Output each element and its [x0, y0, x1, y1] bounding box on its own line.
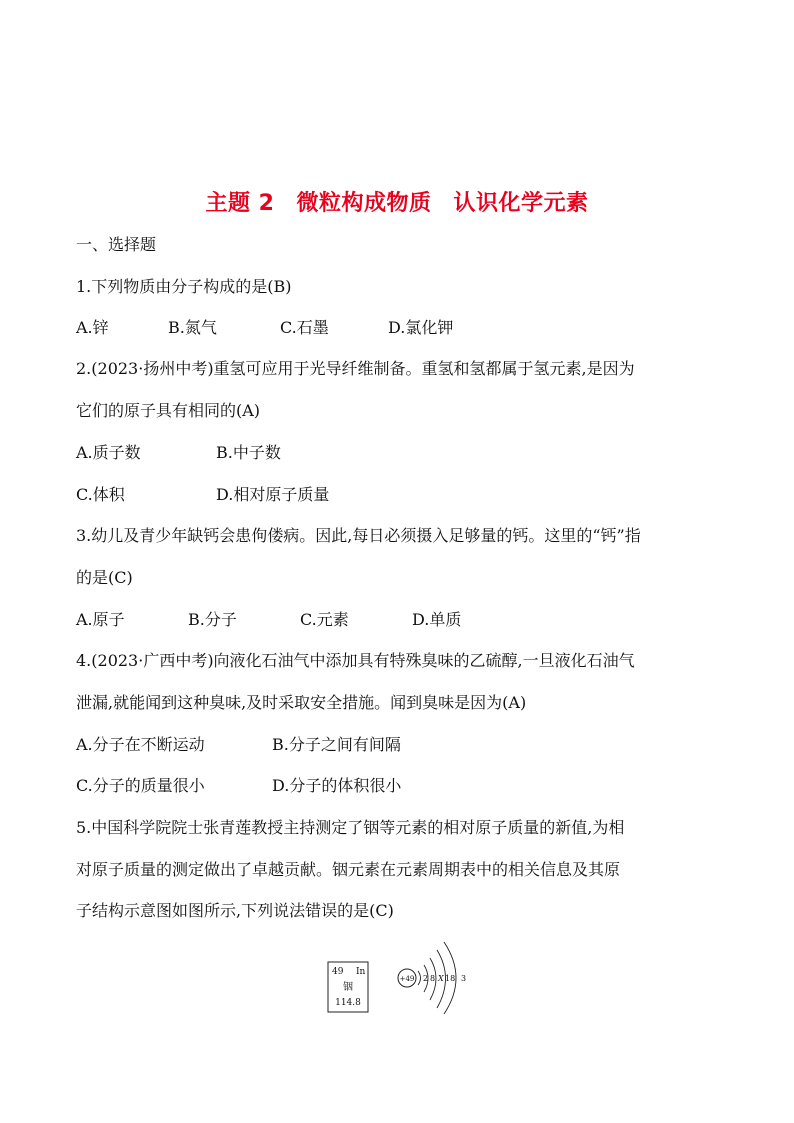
q3-option-a: A.原子	[76, 610, 125, 629]
q2-option-d: D.相对原子质量	[216, 485, 330, 504]
question-5-stem-line-3: 子结构示意图如图所示,下列说法错误的是(C)	[76, 901, 394, 920]
question-3-stem-line-2: 的是(C)	[76, 568, 133, 587]
q4-option-a: A.分子在不断运动	[76, 735, 205, 754]
indium-figure	[326, 934, 476, 1014]
title-topic: 主题 2	[205, 191, 275, 216]
question-2-stem-line-1: 2.(2023·扬州中考)重氢可应用于光导纤维制备。重氢和氢都属于氢元素,是因为	[76, 359, 635, 378]
q2-option-c: C.体积	[76, 485, 125, 504]
shell-electron-count: 2	[423, 974, 429, 983]
element-name: 铟	[343, 982, 353, 993]
question-2-stem-line-2: 它们的原子具有相同的(A)	[76, 401, 261, 420]
element-relative-mass: 114.8	[335, 998, 361, 1008]
q4-option-c: C.分子的质量很小	[76, 776, 205, 795]
nucleus-charge: +49	[399, 975, 415, 983]
question-3-stem-line-1: 3.幼儿及青少年缺钙会患佝偻病。因此,每日必须摄入足够量的钙。这里的“钙”指	[76, 526, 641, 545]
q2-option-b: B.中子数	[216, 443, 281, 462]
title-subject-2: 认识化学元素	[453, 191, 589, 216]
q2-option-a: A.质子数	[76, 443, 141, 462]
question-4-stem-line-2: 泄漏,就能闻到这种臭味,及时采取安全措施。闻到臭味是因为(A)	[76, 693, 527, 712]
q3-option-c: C.元素	[300, 610, 349, 629]
shell-electron-count: 18	[445, 974, 456, 983]
page-title	[0, 186, 794, 217]
q3-option-d: D.单质	[412, 610, 462, 629]
question-5-stem-line-2: 对原子质量的测定做出了卓越贡献。铟元素在元素周期表中的相关信息及其原	[76, 860, 621, 879]
shell-electron-count: 3	[461, 974, 467, 983]
question-5-stem-line-1: 5.中国科学院院士张青莲教授主持测定了铟等元素的相对原子质量的新值,为相	[76, 818, 625, 837]
element-atomic-number: 49	[332, 967, 344, 977]
element-symbol: In	[356, 967, 366, 977]
q1-option-b: B.氮气	[168, 318, 217, 337]
shell-electron-count: 8	[430, 974, 436, 983]
q4-option-b: B.分子之间有间隔	[272, 735, 401, 754]
question-4-stem-line-1: 4.(2023·广西中考)向液化石油气中添加具有特殊臭味的乙硫醇,一旦液化石油气	[76, 651, 635, 670]
question-1-stem: 1.下列物质由分子构成的是(B)	[76, 277, 292, 296]
q1-option-a: A.锌	[76, 318, 109, 337]
shell-electron-count: X	[438, 974, 444, 983]
section-heading: 一、选择题	[76, 235, 157, 254]
q1-option-d: D.氯化钾	[388, 318, 454, 337]
q4-option-d: D.分子的体积很小	[272, 776, 402, 795]
q3-option-b: B.分子	[188, 610, 237, 629]
electron-shell-arc	[418, 971, 421, 985]
q1-option-c: C.石墨	[280, 318, 329, 337]
title-subject-1: 微粒构成物质	[296, 191, 432, 216]
